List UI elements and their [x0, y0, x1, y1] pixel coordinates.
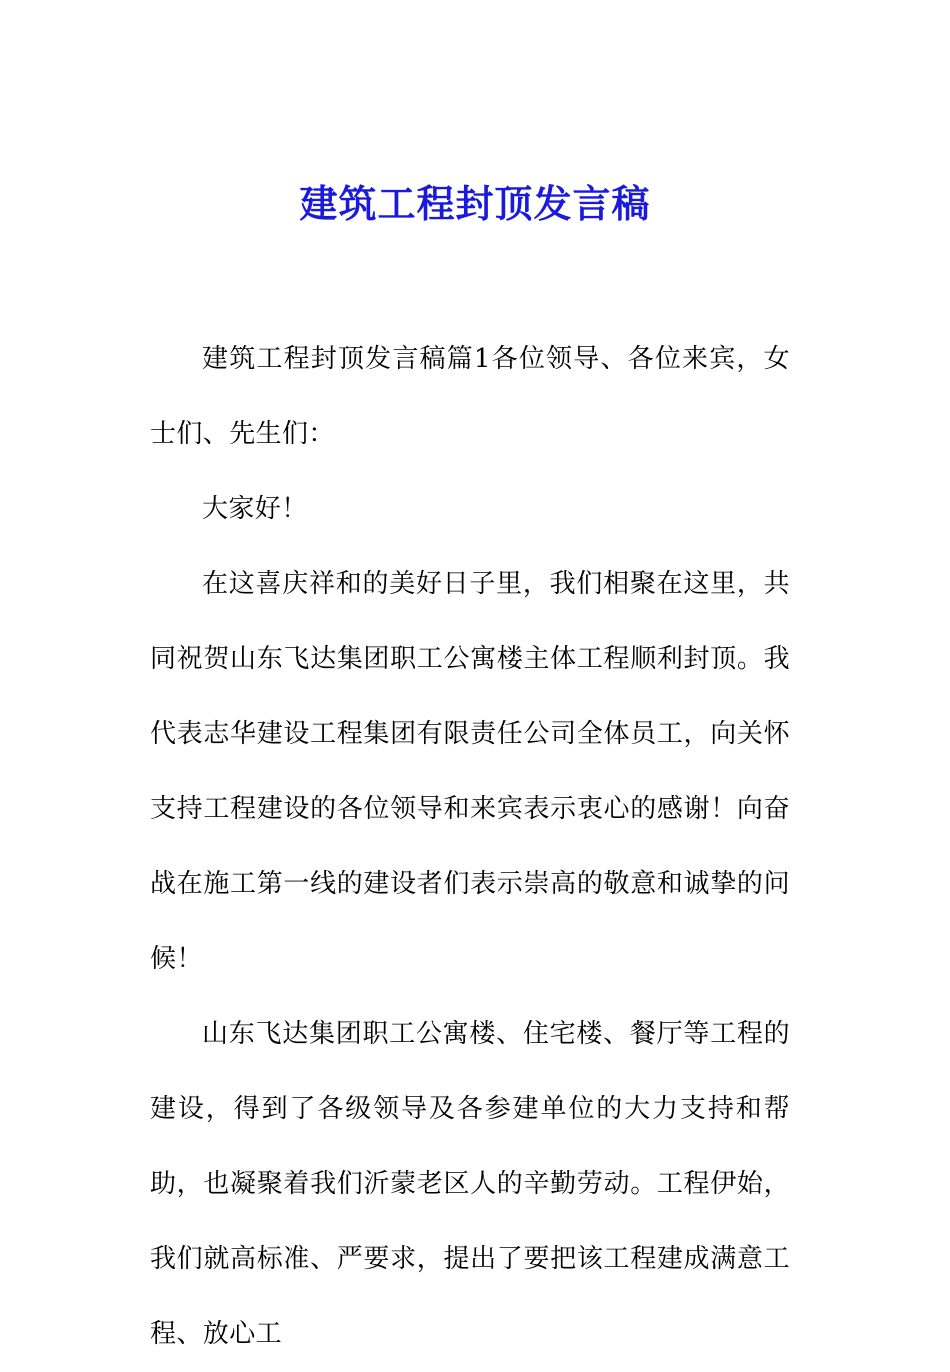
paragraph: 大家好！ — [202, 494, 308, 524]
document-body — [150, 322, 790, 1372]
paragraph: 建筑工程封顶发言稿篇1各位领导、各位来宾，女士们、先生们： — [150, 344, 790, 449]
paragraph: 山东飞达集团职工公寓楼、住宅楼、餐厅等工程的建设，得到了各级领导及各参建单位的大力支持和帮助，也凝聚着我们沂蒙老区人的辛勤劳动。工程伊始，我们就高标准、严要求，提出了要把该工程建成满意工程、放心工 — [150, 1019, 790, 1349]
document-title: 建筑工程封顶发言稿 — [299, 181, 651, 226]
paragraph: 在这喜庆祥和的美好日子里，我们相聚在这里，共同祝贺山东飞达集团职工公寓楼主体工程顺利封顶。我代表志华建设工程集团有限责任公司全体员工，向关怀支持工程建设的各位领导和来宾表示衷心的感谢！向奋战在施工第一线的建设者们表示崇高的敬意和诚挚的问候！ — [150, 569, 790, 974]
